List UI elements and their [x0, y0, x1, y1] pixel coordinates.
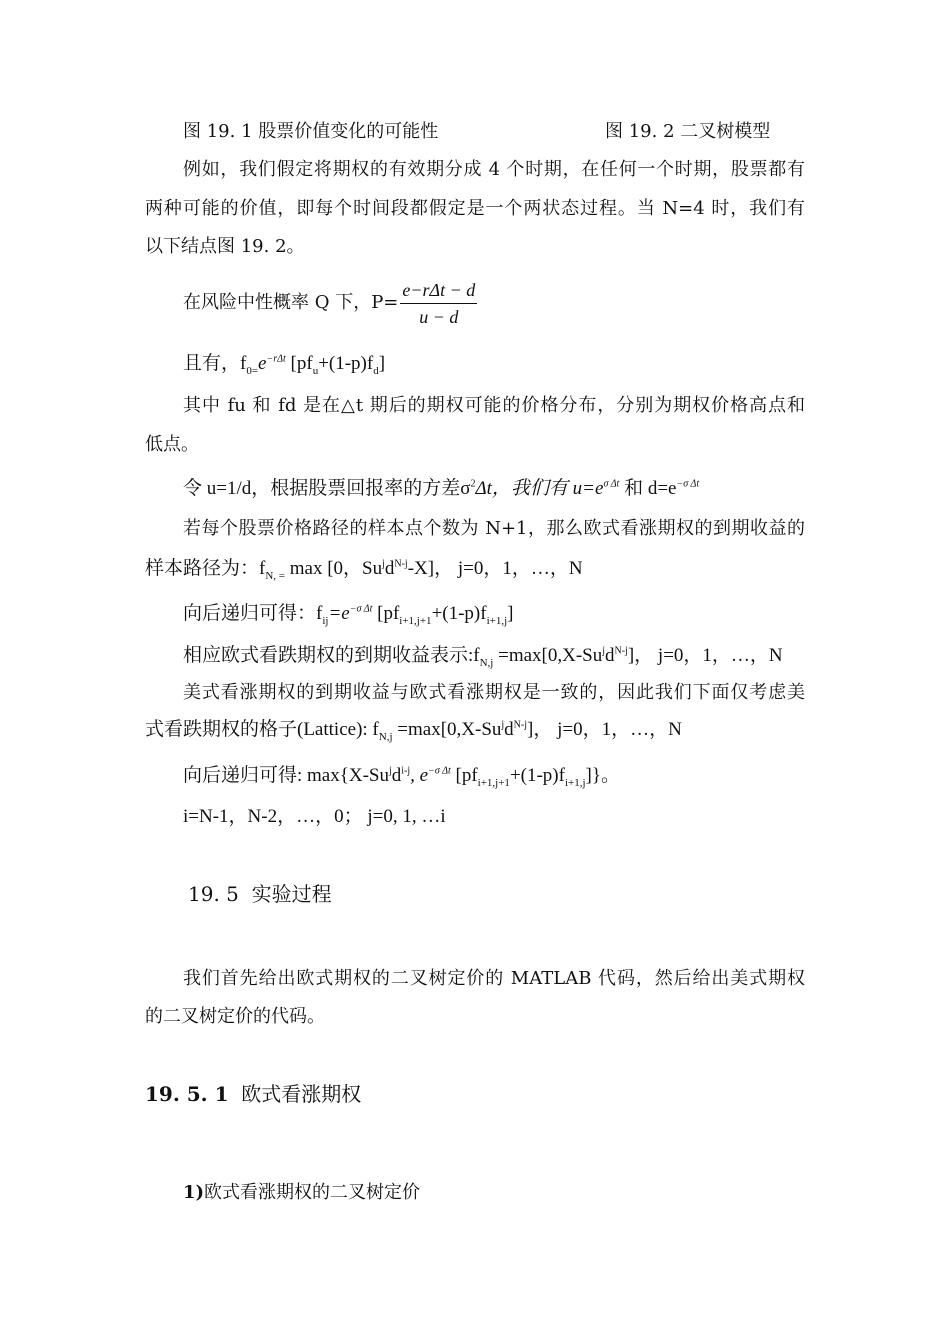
put-euro-a: 相应欧式看跌期权的到期收益表示:f [183, 645, 480, 666]
para2-line1: 其中 fu 和 fd 是在△t 期后的期权可能的价格分布，分别为期权价格高点和 [183, 395, 805, 416]
back1-a: 向后递归可得：f [183, 603, 323, 624]
back2-sup3: −σ Δt [428, 765, 451, 777]
section-number: 19. 5 [188, 882, 239, 906]
para3-line2-a: 样本路径为：f [145, 558, 266, 579]
back1-d: +(1-p)f [431, 603, 487, 624]
para1-line1: 例如，我们假定将期权的有效期分成 4 个时期，在任何一个时期，股票都有 [183, 159, 805, 180]
ud-sup-d: −σ Δt [676, 478, 700, 490]
section-title: 实验过程 [251, 882, 332, 906]
back2-sup2: i-j [401, 765, 411, 777]
put-euro-b: =max[0,X-Su [493, 645, 603, 666]
american-line1: 美式看涨期权的到期收益与欧式看涨期权是一致的，因此我们下面仅考虑美 [183, 682, 805, 703]
put-euro-sup2: N-j [614, 645, 628, 657]
f0-exp-base: e [258, 353, 267, 374]
backward-recursion-2 [183, 765, 805, 787]
item-1-number: 1) [183, 1182, 205, 1203]
prob-numerator: e−rΔt − d [400, 280, 477, 304]
f0-sub: 0= [246, 364, 259, 377]
para3-line1: 若每个股票价格路径的样本点个数为 N+1，那么欧式看涨期权的到期收益的 [183, 518, 805, 539]
risk-neutral-probability-formula [183, 278, 805, 328]
para1-line2: 两种可能的价值，即每个时间段都假定是一个两状态过程。当 N=4 时，我们有 [145, 198, 805, 219]
para3-line2-sub: N, = [265, 569, 285, 582]
backward-recursion-1 [183, 603, 805, 625]
back2-e: +(1-p)f [509, 765, 565, 786]
prob-denominator: u − d [419, 306, 459, 327]
para3-line2 [145, 558, 805, 580]
f0-rest3: ] [378, 353, 386, 374]
back2-f: ]}。 [585, 765, 620, 786]
intro-line1: 我们首先给出欧式期权的二叉树定价的 MATLAB 代码，然后给出美式期权 [183, 968, 805, 989]
put-euro-sub: N,j [479, 656, 494, 669]
american-line2-d: ]， j=0，1，…，N [527, 719, 682, 740]
f0-sub-u: u [312, 364, 319, 377]
back2-b: d [391, 765, 402, 786]
para3-line2-d: -X]， j=0，1，…，N [407, 558, 583, 579]
f0-rest1: [pf [285, 353, 313, 374]
back1-b: =e [328, 603, 350, 624]
ud-sup2: 2 [470, 478, 476, 490]
put-euro-c: d [605, 645, 615, 666]
back2-sup1: j [388, 765, 392, 777]
section-heading [188, 882, 332, 906]
american-line2-sub: N,j [378, 730, 393, 743]
ud-sup-u: σ Δt [603, 478, 620, 490]
back1-sub3: i+1,j [486, 614, 508, 627]
intro-line2: 的二叉树定价的代码。 [145, 1006, 325, 1027]
subsection-title: 欧式看涨期权 [241, 1082, 362, 1106]
back2-d: [pf [450, 765, 478, 786]
put-euro-d: ]， j=0，1，…，N [627, 645, 783, 666]
american-line2-sup2: N-j [513, 719, 528, 731]
ud-text2: Δt，我们有 u=e [475, 478, 604, 499]
figure-19-1-caption: 图 19. 1 股票价值变化的可能性 [183, 121, 439, 142]
figure-19-2-caption: 图 19. 2 二叉树模型 [605, 121, 771, 142]
para3-line2-sup2: N-j [394, 558, 408, 570]
f0-rest2: +(1-p)f [318, 353, 374, 374]
f0-exp-sup: −rΔt [266, 353, 286, 365]
american-line2-sup1: j [501, 719, 505, 731]
ud-text1: 令 u=1/d，根据股票回报率的方差σ [183, 478, 471, 499]
prob-fraction [400, 280, 477, 327]
item-1 [183, 1182, 805, 1204]
american-line2-c: d [504, 719, 514, 740]
european-put-payoff [183, 645, 805, 667]
put-euro-sup1: j [602, 645, 606, 657]
para3-line2-c: d [384, 558, 395, 579]
subsection-number: 19. 5. 1 [145, 1082, 229, 1106]
back2-sub1: i+1,j+1 [477, 776, 510, 789]
back1-sub2: i+1,j+1 [399, 614, 432, 627]
ud-text3: 和 d=e [619, 478, 677, 499]
prob-prefix: 在风险中性概率 Q 下，P= [183, 292, 399, 313]
back2-a: 向后递归可得: max{X-Su [183, 765, 389, 786]
american-line2-b: =max[0,X-Su [392, 719, 502, 740]
para3-line2-sup1: j [382, 558, 385, 570]
back1-sup: −σ Δt [349, 603, 373, 615]
back2-c: , e [410, 765, 429, 786]
back1-sub1: ij [322, 614, 329, 627]
subsection-heading [145, 1082, 361, 1106]
para3-line2-b: max [0，Su [284, 558, 383, 579]
american-line2 [145, 719, 805, 741]
f0-sub-d: d [373, 364, 379, 377]
american-line2-a: 式看跌期权的格子(Lattice): f [145, 719, 379, 740]
para1-line3: 以下结点图 19. 2。 [145, 236, 305, 257]
item-1-text: 欧式看涨期权的二叉树定价 [204, 1182, 421, 1203]
ud-definition [183, 478, 805, 500]
index-ranges: i=N-1，N-2，…，0； j=0, 1, …i [183, 806, 446, 827]
back1-e: ] [507, 603, 514, 624]
f0-prefix: 且有，f [183, 353, 247, 374]
back2-sub2: i+1,j [564, 776, 586, 789]
para2-line2: 低点。 [145, 434, 199, 455]
figure-captions [183, 121, 805, 143]
f0-formula [183, 353, 805, 375]
back1-c: [pf [372, 603, 400, 624]
